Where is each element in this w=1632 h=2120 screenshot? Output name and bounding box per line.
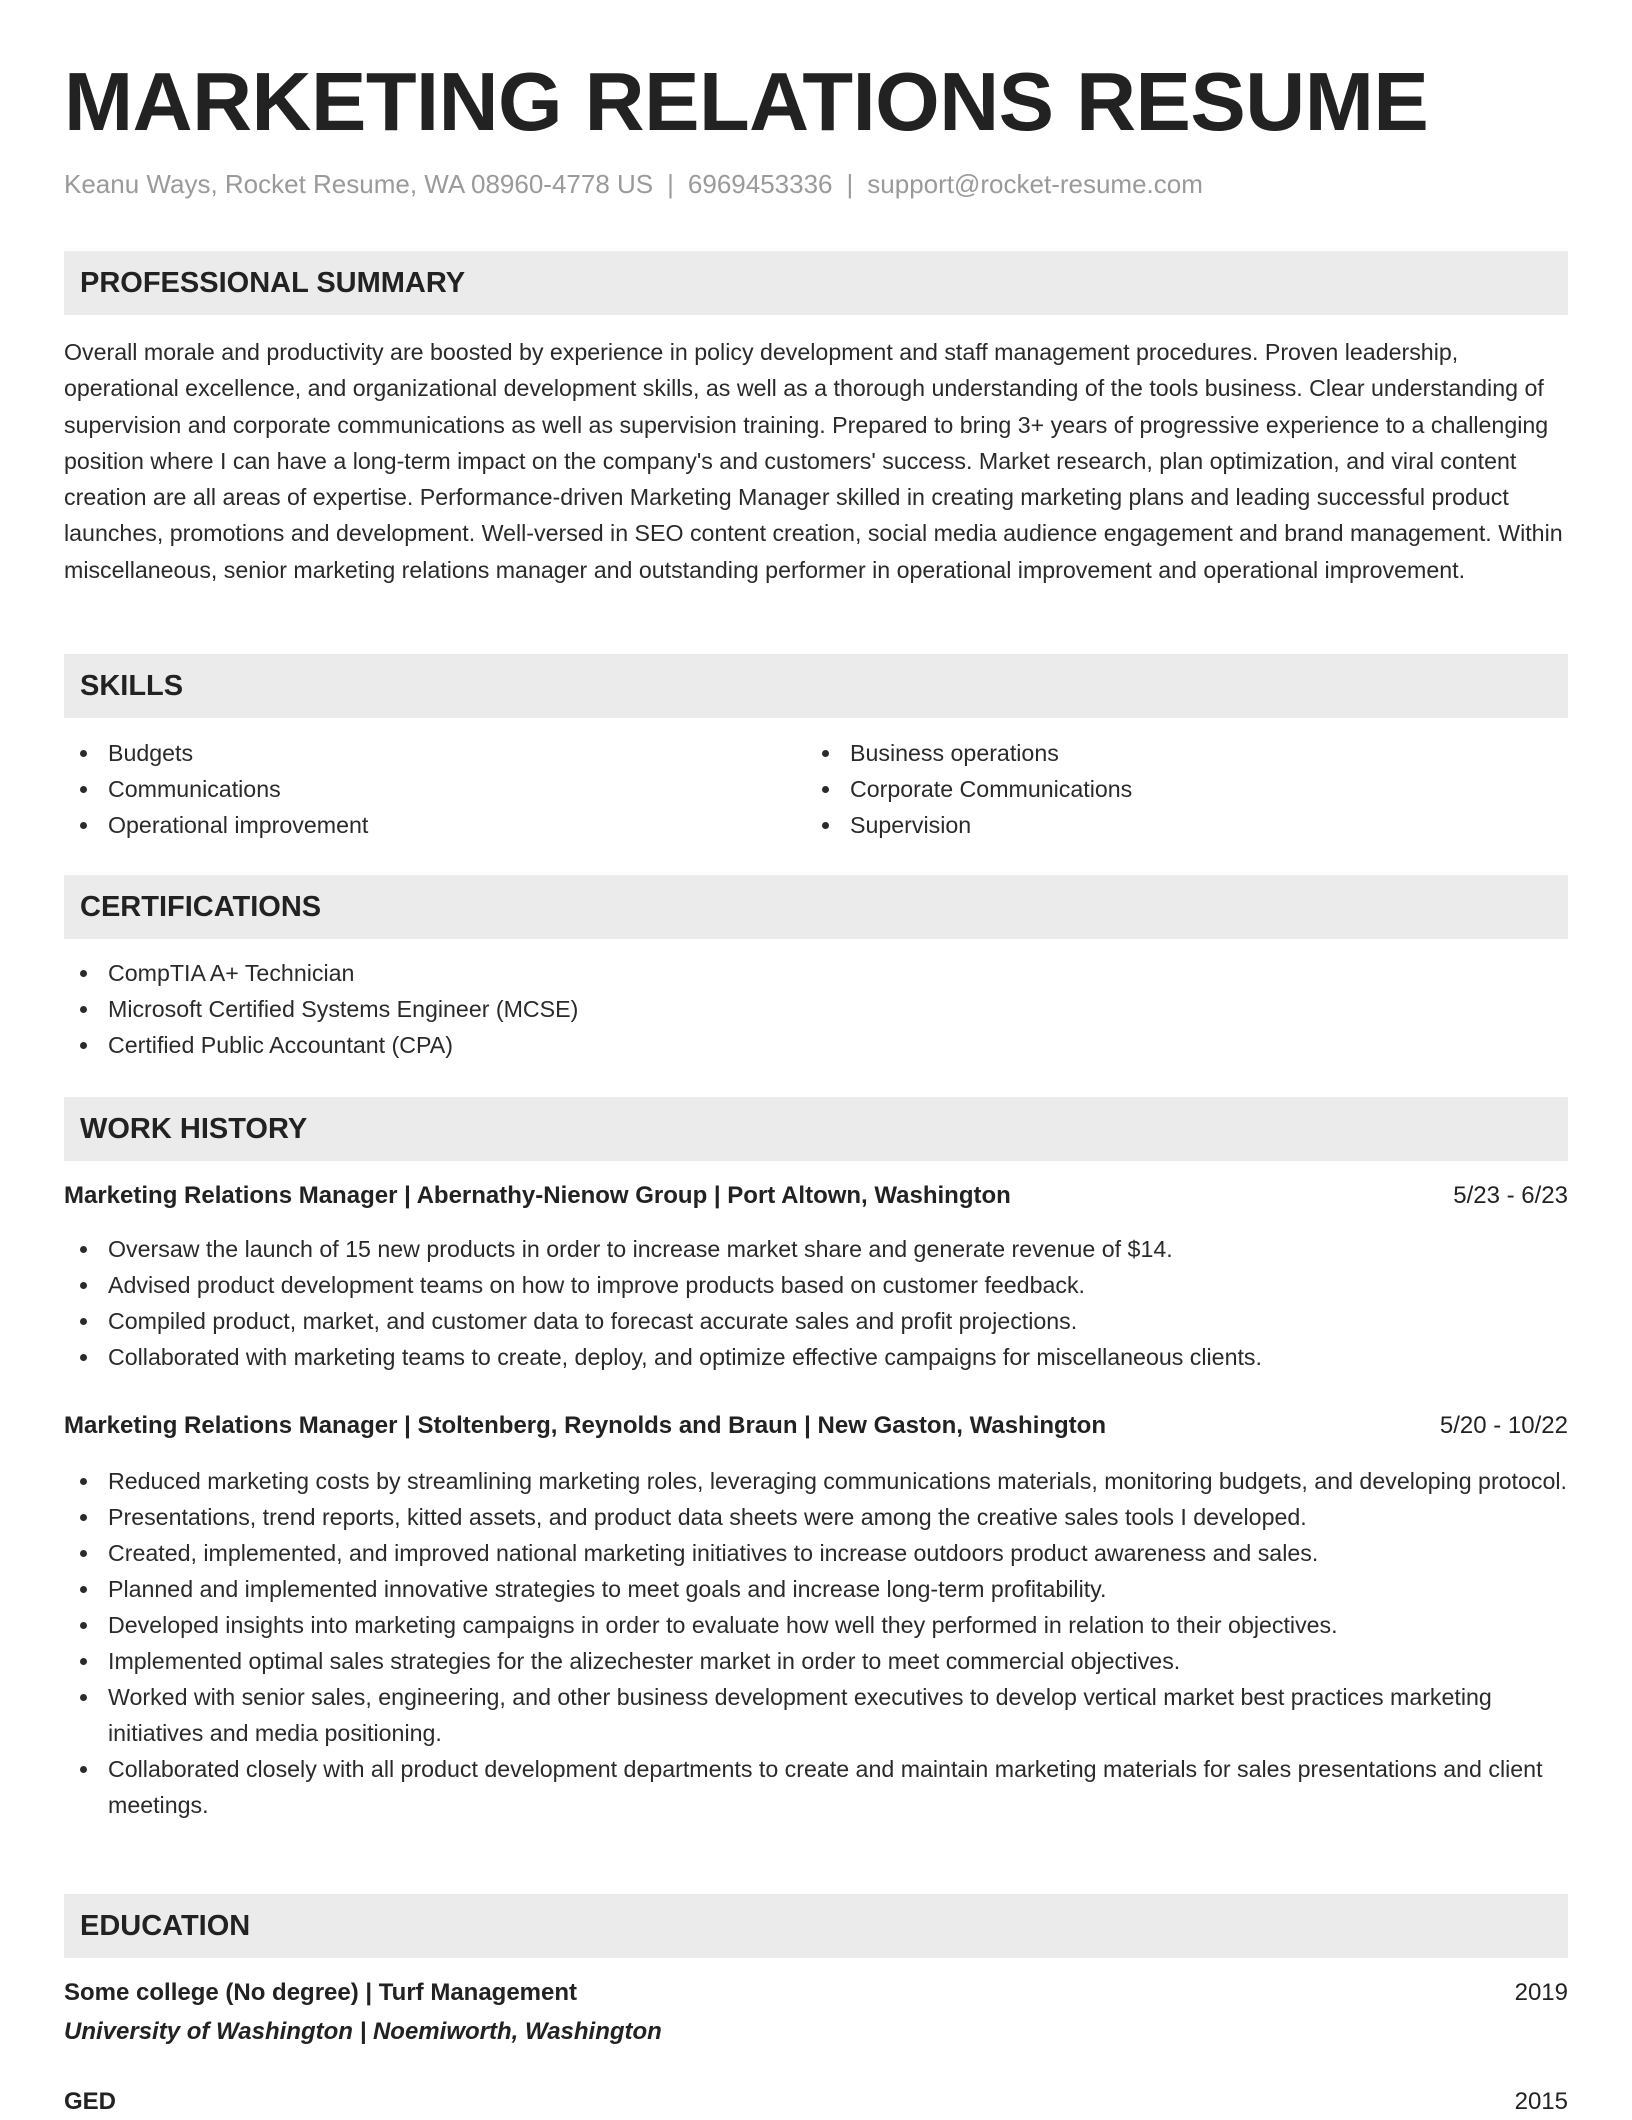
section-title: EDUCATION	[80, 1910, 251, 1942]
skill-item: Supervision	[806, 807, 1506, 843]
contact-email: support@rocket-resume.com	[867, 169, 1203, 199]
job-bullet: Worked with senior sales, engineering, and other business development executives to develop vertical market best practices marketing initiatives and media positioning.	[64, 1679, 1568, 1751]
job-bullet: Oversaw the launch of 15 new products in order to increase market share and generate revenue of $14.	[64, 1231, 1568, 1267]
skill-item: Communications	[64, 771, 764, 807]
skill-item: Budgets	[64, 735, 764, 771]
job-bullet: Reduced marketing costs by streamlining marketing roles, leveraging communications materials, monitoring budgets, and developing protocol.	[64, 1463, 1568, 1499]
job-bullet: Developed insights into marketing campaigns in order to evaluate how well they performed in relation to their objectives.	[64, 1607, 1568, 1643]
resume-title: MARKETING RELATIONS RESUME	[64, 55, 1429, 148]
contact-separator: |	[846, 169, 854, 199]
summary-text: Overall morale and productivity are boosted by experience in policy development and staff management procedures. Proven leadership, operational excellence, and organizational development skills, as well as a thorough understanding of the tools business. Clear understanding of supervision and corporate communications as well as supervision training. Prepared to bring 3+ years of progressive experience to a challenging position where I can have a long-term impact on the company's and customers' success. Market research, plan optimization, and viral content creation are all areas of expertise. Performance-driven Marketing Manager skilled in creating marketing plans and leading successful product launches, promotions and development. Well-versed in SEO content creation, social media audience engagement and brand management. Within miscellaneous, senior marketing relations manager and outstanding performer in operational improvement and operational improvement.	[64, 339, 1563, 583]
job-title: Marketing Relations Manager | Abernathy-Nienow Group | Port Altown, Washington	[64, 1182, 1011, 1209]
certification-item: Microsoft Certified Systems Engineer (MCSE)	[64, 991, 1568, 1027]
section-header-summary	[64, 251, 1568, 315]
skills-list-right	[806, 735, 1506, 843]
section-header-work-history	[64, 1097, 1568, 1161]
contact-phone: 6969453336	[687, 169, 833, 199]
job-bullet: Presentations, trend reports, kitted assets, and product data sheets were among the creative sales tools I developed.	[64, 1499, 1568, 1535]
section-title: PROFESSIONAL SUMMARY	[80, 267, 466, 299]
skill-item: Business operations	[806, 735, 1506, 771]
job-bullets	[64, 1463, 1568, 1823]
education-year: 2015	[1514, 2088, 1568, 2115]
section-title: WORK HISTORY	[80, 1113, 308, 1145]
certification-item: Certified Public Accountant (CPA)	[64, 1027, 1568, 1063]
job-bullet: Collaborated closely with all product development departments to create and maintain marketing materials for sales presentations and client meetings.	[64, 1751, 1568, 1823]
skills-list-left	[64, 735, 764, 843]
certifications-list	[64, 955, 1568, 1063]
education-school: University of Washington | Noemiworth, Washington	[64, 2018, 662, 2045]
job-bullet: Created, implemented, and improved national marketing initiatives to increase outdoors product awareness and sales.	[64, 1535, 1568, 1571]
section-title: SKILLS	[80, 670, 184, 702]
job-bullet: Advised product development teams on how to improve products based on customer feedback.	[64, 1267, 1568, 1303]
skill-item: Operational improvement	[64, 807, 764, 843]
section-header-certifications	[64, 875, 1568, 939]
job-bullets	[64, 1231, 1568, 1375]
contact-address: Keanu Ways, Rocket Resume, WA 08960-4778 US	[64, 169, 654, 199]
section-title: CERTIFICATIONS	[80, 891, 322, 923]
contact-line	[64, 166, 1203, 202]
job-bullet: Planned and implemented innovative strategies to meet goals and increase long-term profitability.	[64, 1571, 1568, 1607]
job-bullet: Compiled product, market, and customer data to forecast accurate sales and profit projections.	[64, 1303, 1568, 1339]
job-dates: 5/23 - 6/23	[1453, 1182, 1568, 1209]
education-degree: Some college (No degree) | Turf Management	[64, 1979, 578, 2006]
education-year: 2019	[1514, 1979, 1568, 2006]
job-bullet: Collaborated with marketing teams to create, deploy, and optimize effective campaigns for miscellaneous clients.	[64, 1339, 1568, 1375]
contact-separator: |	[667, 169, 674, 199]
job-bullet: Implemented optimal sales strategies for the alizechester market in order to meet commercial objectives.	[64, 1643, 1568, 1679]
section-header-skills	[64, 654, 1568, 718]
skill-item: Corporate Communications	[806, 771, 1506, 807]
job-dates: 5/20 - 10/22	[1439, 1412, 1568, 1439]
certification-item: CompTIA A+ Technician	[64, 955, 1568, 991]
job-title: Marketing Relations Manager | Stoltenberg, Reynolds and Braun | New Gaston, Washington	[64, 1412, 1106, 1439]
section-header-education	[64, 1894, 1568, 1958]
education-degree: GED	[64, 2088, 117, 2115]
